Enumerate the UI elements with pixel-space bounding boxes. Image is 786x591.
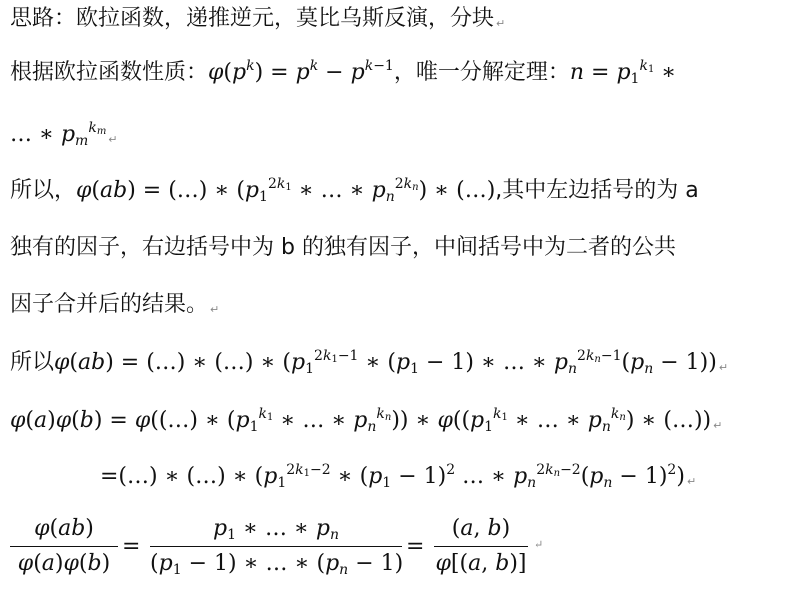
phi-ab-line xyxy=(10,176,699,206)
ratio-fraction-right: $\frac{(a, b)}{\varphi[(a, b)]}$ xyxy=(435,516,527,576)
heading-line xyxy=(10,4,505,39)
factorization-formula-start: $n = p_1^{k_1}$ ∗ xyxy=(569,58,677,87)
ratio-fraction-middle: $\frac{p_1 ∗ \dots ∗ p_n}{(p_1 - 1) ∗ \dots ∗ (p_n - 1)}$ xyxy=(150,516,404,578)
phi-ab-explanation: ,其中左边括号的为 a xyxy=(495,178,699,203)
paragraph-mark-icon: ↵ xyxy=(718,361,729,374)
paragraph-mark-icon: ↵ xyxy=(686,475,697,488)
phi-a-phi-b-expanded-line xyxy=(100,462,696,497)
phi-a-phi-b-expanded-formula: =(…) ∗ (…) ∗ ($p_1^{2k_1-2}$ ∗ $(p_1 - 1)^2$ … ∗ $p_n^{2k_n-2}(p_n - 1)^2$) xyxy=(100,462,685,491)
equals-sign: = xyxy=(122,534,141,559)
paragraph-mark-icon: ↵ xyxy=(713,419,723,432)
euler-property-line xyxy=(10,58,676,88)
phi-ab-expanded-label: 所以 xyxy=(10,350,55,375)
ratio-fraction-left: $\frac{\varphi(ab)}{\varphi(a)\varphi(b)}$ xyxy=(10,514,118,579)
phi-a-phi-b-formula: φ(a)φ(b) = φ((…) ∗ ($p_1^{k_1}$ ∗ … ∗ $p_n^{k_n}$)) ∗ $\varphi((p_1^{k_1}$ ∗ … ∗ $p_n^{k_n}$) ∗ (…)) xyxy=(10,406,712,435)
phi-ab-expanded-formula: φ(ab) = (…) ∗ (…) ∗ ($p_1^{2k_1-1}$ ∗ $(p_1 - 1)$ ∗ … ∗ $p_n^{2k_n-1}(p_n - 1)$) xyxy=(54,348,717,377)
phi-ab-label: 所以， xyxy=(10,178,77,203)
explanation-line-1 xyxy=(10,233,676,263)
paragraph-mark-icon: ↵ xyxy=(108,133,118,146)
paragraph-mark-icon: ↵ xyxy=(210,303,220,316)
phi-a-phi-b-line xyxy=(10,406,722,441)
phi-ab-expanded-line xyxy=(10,348,728,383)
equals-sign: = xyxy=(406,534,425,559)
heading-text: 思路：欧拉函数，递推逆元，莫比乌斯反演，分块 xyxy=(10,6,495,31)
explanation-text-1: 独有的因子，右边括号中为 b 的独有因子，中间括号中为二者的公共 xyxy=(10,235,676,260)
factorization-label: ，唯一分解定理： xyxy=(393,60,570,85)
euler-property-label: 根据欧拉函数性质： xyxy=(10,60,209,85)
paragraph-mark-icon: ↵ xyxy=(534,538,544,551)
phi-ab-formula: φ(ab) = (…) ∗ ($p_1^{2k_1}$ ∗ … ∗ $p_n^{2k_n}$) ∗ (…) xyxy=(76,176,496,205)
explanation-line-2 xyxy=(10,290,219,325)
euler-property-formula: $\varphi(p^k) = p^k - p^{k-1}$ xyxy=(208,58,394,85)
paragraph-mark-icon: ↵ xyxy=(496,17,506,30)
explanation-text-2: 因子合并后的结果。 xyxy=(10,292,209,317)
factorization-formula-end: … ∗ $p_m^{k_m}$ xyxy=(10,120,107,149)
factorization-continuation-line xyxy=(10,120,118,155)
